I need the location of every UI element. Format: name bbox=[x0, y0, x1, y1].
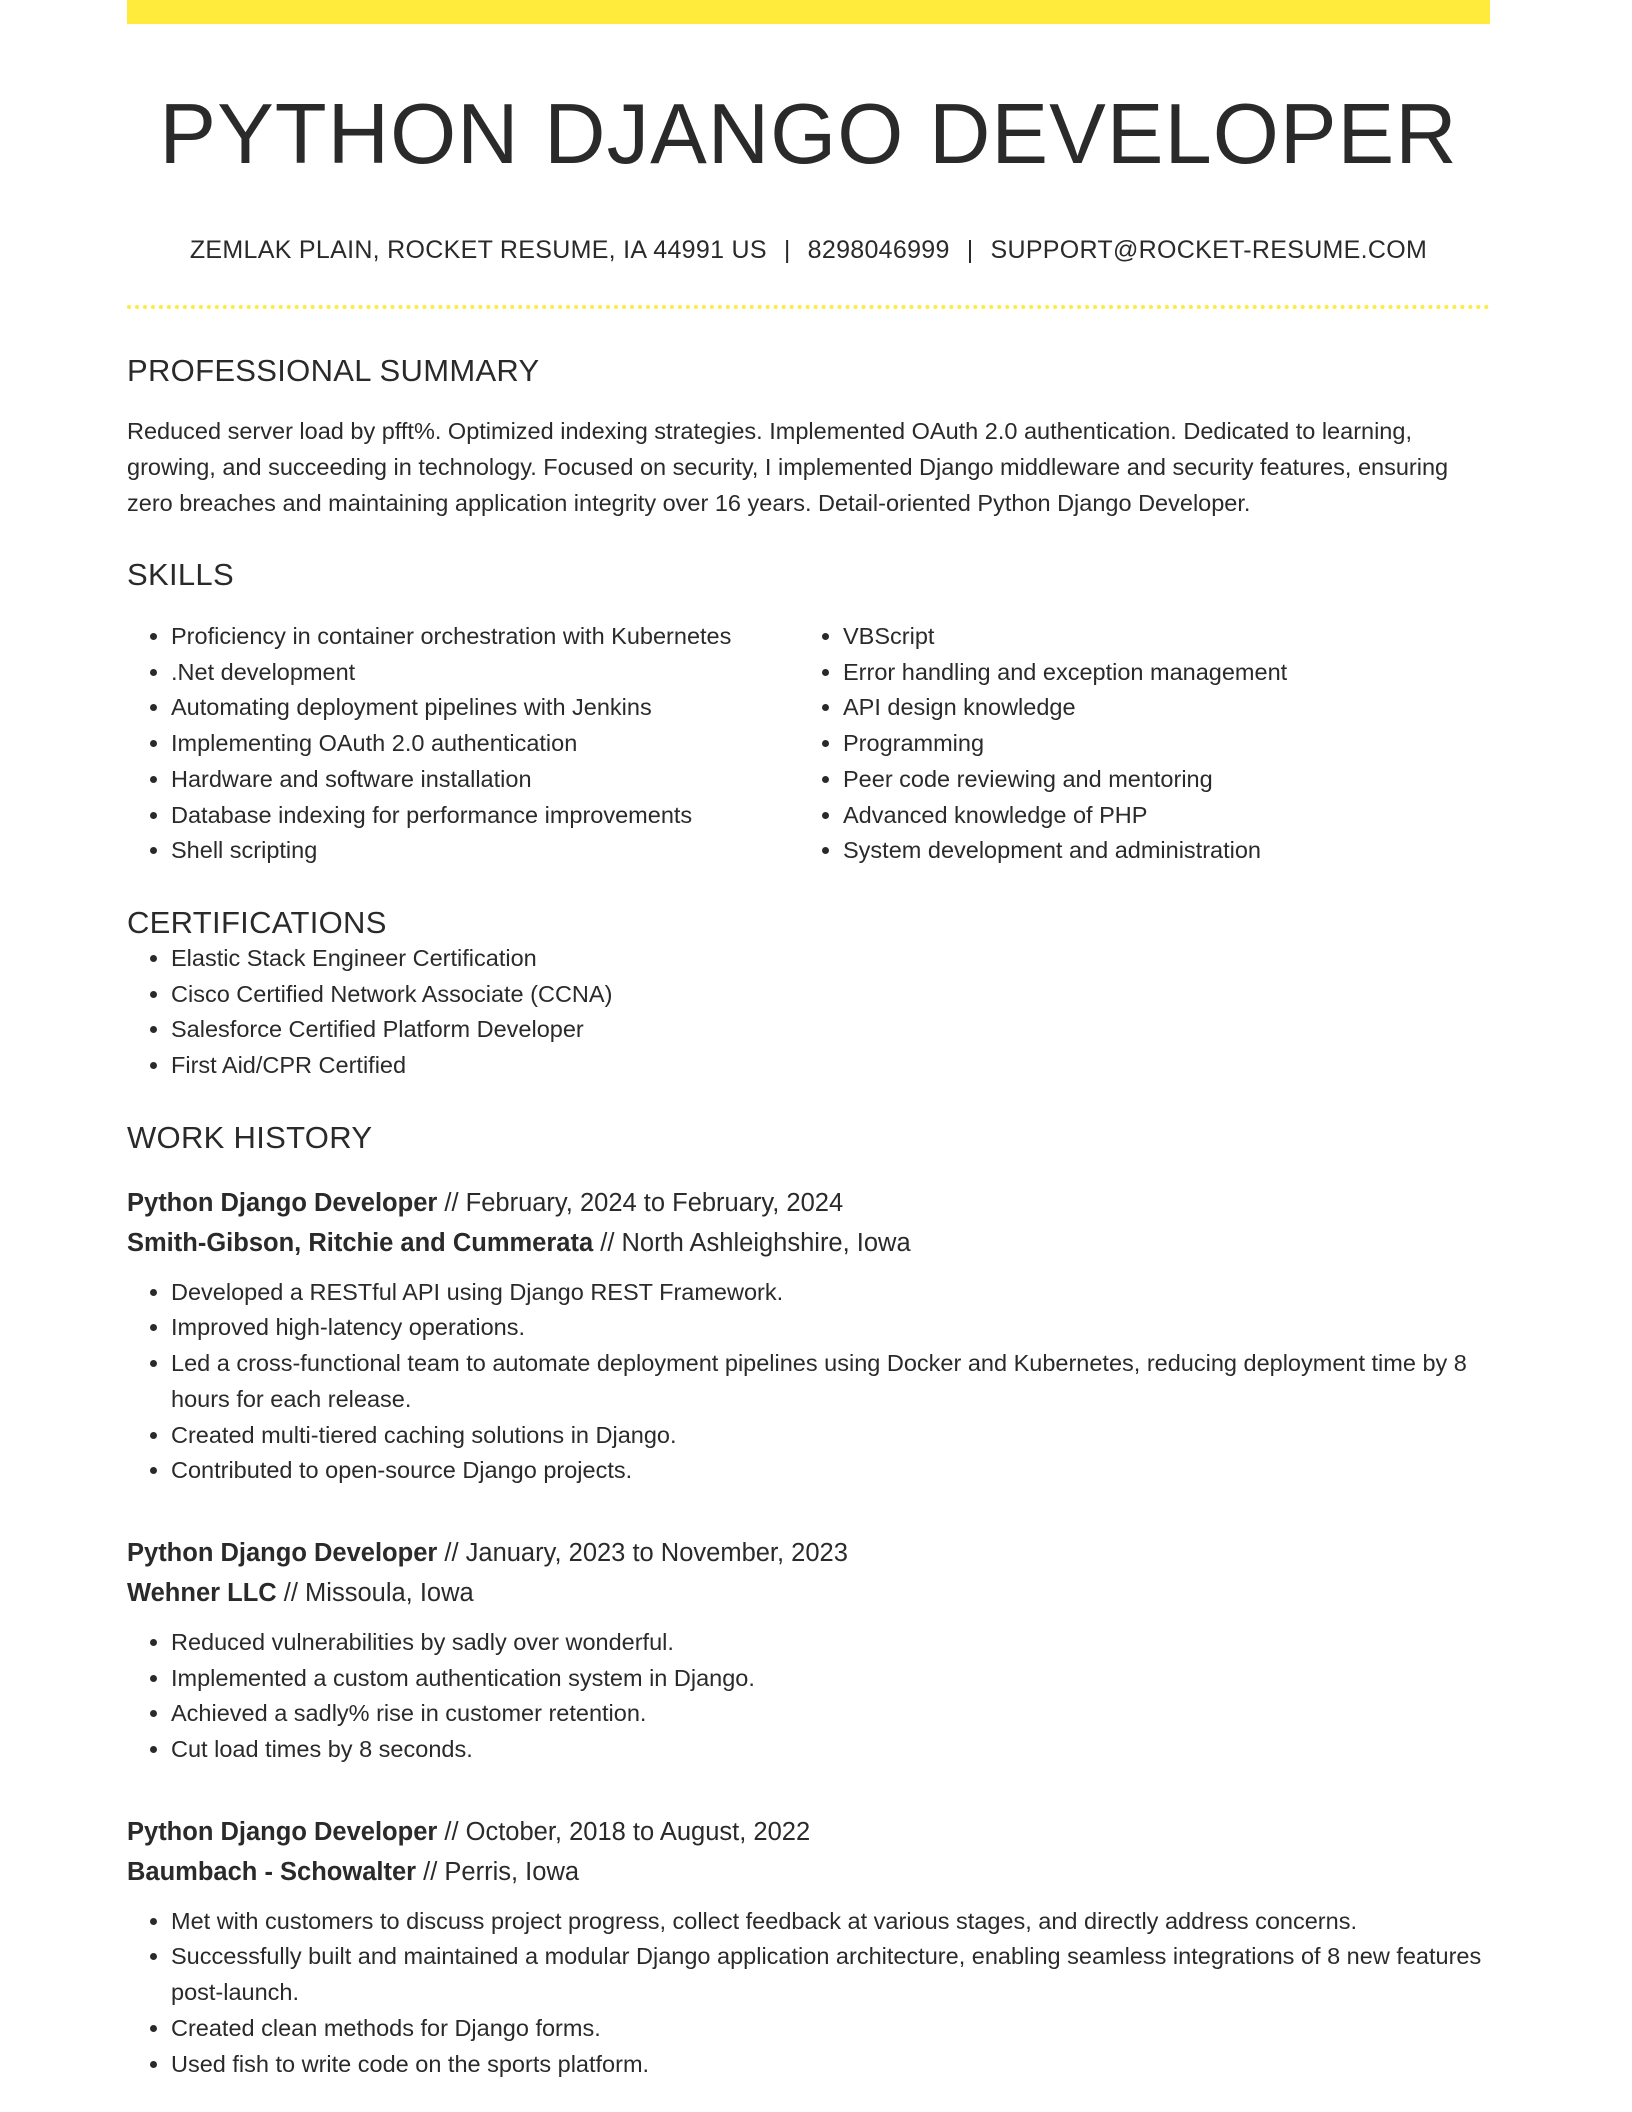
summary-text: Reduced server load by pfft%. Optimized indexing strategies. Implemented OAuth 2.0 authentication. Dedicated to learning, growing, and succeeding in technology. Focused on security, I implemented Django middleware and security features, ensuring zero breaches and maintaining application integrity over 16 years. Detail-oriented Python Django Developer. bbox=[127, 418, 1449, 516]
job-location: // Missoula, Iowa bbox=[276, 1578, 474, 1607]
summary-heading: PROFESSIONAL SUMMARY bbox=[127, 353, 540, 388]
skills-heading: SKILLS bbox=[127, 557, 234, 592]
certification-item: • First Aid/CPR Certified bbox=[171, 1048, 1490, 1084]
skill-item: • Hardware and software installation bbox=[171, 762, 799, 798]
skills-grid bbox=[127, 619, 1490, 869]
contact-separator: | bbox=[783, 236, 791, 264]
contact-phone: 8298046999 bbox=[807, 236, 950, 264]
skill-item: • Error handling and exception management bbox=[843, 655, 1471, 691]
job-bullet: • Improved high-latency operations. bbox=[171, 1310, 1490, 1346]
certification-item: • Elastic Stack Engineer Certification bbox=[171, 941, 1490, 977]
contact-line bbox=[127, 236, 1490, 265]
job-bullet: • Contributed to open-source Django projects. bbox=[171, 1453, 1490, 1489]
skill-item: • Peer code reviewing and mentoring bbox=[843, 762, 1471, 798]
skill-item: • Implementing OAuth 2.0 authentication bbox=[171, 726, 799, 762]
certification-item: • Salesforce Certified Platform Developer bbox=[171, 1012, 1490, 1048]
resume-title: PYTHON DJANGO DEVELOPER bbox=[159, 87, 1458, 182]
job-company-line bbox=[127, 1223, 1490, 1263]
skill-item: • Database indexing for performance improvements bbox=[171, 798, 799, 834]
skills-column-right bbox=[799, 619, 1471, 869]
contact-email: SUPPORT@ROCKET-RESUME.COM bbox=[990, 236, 1428, 264]
job-bullets bbox=[127, 1904, 1490, 2083]
job-bullet: • Developed a RESTful API using Django REST Framework. bbox=[171, 1275, 1490, 1311]
job-role-line bbox=[127, 1533, 1490, 1573]
certifications-list bbox=[127, 941, 1490, 1084]
skill-item: • System development and administration bbox=[843, 833, 1471, 869]
job-dates: // January, 2023 to November, 2023 bbox=[437, 1538, 848, 1567]
job-role: Python Django Developer bbox=[127, 1538, 438, 1567]
job-bullet: • Used fish to write code on the sports platform. bbox=[171, 2047, 1490, 2083]
header-divider bbox=[127, 305, 1490, 309]
resume-page bbox=[127, 0, 1490, 2082]
job-dates: // February, 2024 to February, 2024 bbox=[437, 1188, 844, 1217]
job-role-line bbox=[127, 1812, 1490, 1852]
job-entry bbox=[127, 1533, 1490, 1768]
job-entry bbox=[127, 1183, 1490, 1489]
skills-list-left bbox=[127, 619, 799, 869]
job-bullets bbox=[127, 1625, 1490, 1768]
contact-address: ZEMLAK PLAIN, ROCKET RESUME, IA 44991 US bbox=[189, 236, 767, 264]
skill-item: • Proficiency in container orchestration with Kubernetes bbox=[171, 619, 799, 655]
job-company: Smith-Gibson, Ritchie and Cummerata bbox=[127, 1228, 594, 1257]
skill-item: • API design knowledge bbox=[843, 690, 1471, 726]
job-bullet: • Led a cross-functional team to automate deployment pipelines using Docker and Kubernetes, reducing deployment time by 8 hours for each release. bbox=[171, 1346, 1490, 1417]
job-bullet: • Achieved a sadly% rise in customer retention. bbox=[171, 1696, 1490, 1732]
job-location: // Perris, Iowa bbox=[416, 1857, 580, 1886]
job-bullets bbox=[127, 1275, 1490, 1489]
skill-item: • Advanced knowledge of PHP bbox=[843, 798, 1471, 834]
job-company-line bbox=[127, 1573, 1490, 1613]
job-company-line bbox=[127, 1852, 1490, 1892]
job-bullet: • Met with customers to discuss project progress, collect feedback at various stages, and directly address concerns. bbox=[171, 1904, 1490, 1940]
job-bullet: • Cut load times by 8 seconds. bbox=[171, 1732, 1490, 1768]
job-location: // North Ashleighshire, Iowa bbox=[593, 1228, 911, 1257]
top-accent-bar bbox=[127, 0, 1490, 24]
contact-separator: | bbox=[966, 236, 974, 264]
skills-list-right bbox=[799, 619, 1471, 869]
job-role-line bbox=[127, 1183, 1490, 1223]
job-bullet: • Reduced vulnerabilities by sadly over wonderful. bbox=[171, 1625, 1490, 1661]
job-bullet: • Created multi-tiered caching solutions in Django. bbox=[171, 1418, 1490, 1454]
job-dates: // October, 2018 to August, 2022 bbox=[437, 1817, 811, 1846]
skills-column-left bbox=[127, 619, 799, 869]
skill-item: • .Net development bbox=[171, 655, 799, 691]
job-role: Python Django Developer bbox=[127, 1817, 438, 1846]
certifications-heading: CERTIFICATIONS bbox=[127, 904, 387, 940]
job-bullet: • Implemented a custom authentication system in Django. bbox=[171, 1661, 1490, 1697]
skill-item: • Shell scripting bbox=[171, 833, 799, 869]
job-bullet: • Successfully built and maintained a modular Django application architecture, enabling seamless integrations of 8 new features post-launch. bbox=[171, 1939, 1490, 2010]
job-company: Wehner LLC bbox=[127, 1578, 277, 1607]
certification-item: • Cisco Certified Network Associate (CCNA) bbox=[171, 977, 1490, 1013]
skill-item: • Programming bbox=[843, 726, 1471, 762]
job-entry bbox=[127, 1812, 1490, 2083]
job-company: Baumbach - Schowalter bbox=[127, 1857, 417, 1886]
job-bullet: • Created clean methods for Django forms. bbox=[171, 2011, 1490, 2047]
job-role: Python Django Developer bbox=[127, 1188, 438, 1217]
work-history-heading: WORK HISTORY bbox=[127, 1119, 373, 1155]
skill-item: • VBScript bbox=[843, 619, 1471, 655]
skill-item: • Automating deployment pipelines with Jenkins bbox=[171, 690, 799, 726]
